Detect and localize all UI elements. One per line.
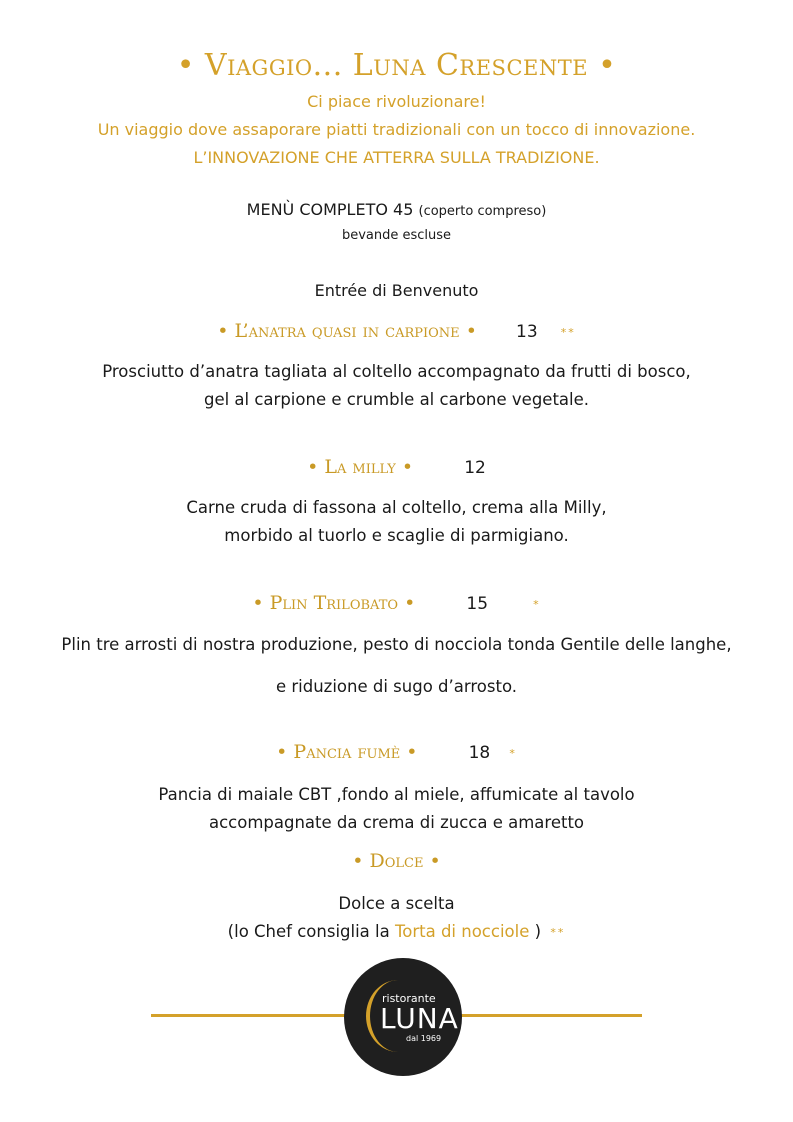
dish-name: • La milly • bbox=[307, 456, 414, 478]
dish-description: accompagnate da crema di zucca e amaretto bbox=[208, 813, 585, 832]
dish-heading bbox=[0, 741, 793, 763]
dish-description: Prosciutto d’anatra tagliata al coltello accompagnato da frutti di bosco, bbox=[102, 362, 691, 381]
welcome-entree: Entrée di Benvenuto bbox=[314, 281, 479, 300]
menu-label: MENÙ COMPLETO bbox=[246, 200, 388, 219]
drinks-note: bevande escluse bbox=[341, 228, 452, 243]
intro-caps-line: L’INNOVAZIONE CHE ATTERRA SULLA TRADIZIONE. bbox=[193, 148, 600, 167]
dish-stars: * bbox=[509, 747, 517, 760]
dish-name: • Pancia fumè • bbox=[276, 741, 418, 763]
dish-heading bbox=[0, 592, 793, 614]
dish-stars: * bbox=[533, 598, 541, 611]
dish-price: 12 bbox=[464, 458, 486, 478]
dessert-recommendation bbox=[0, 918, 793, 947]
logo-name: LUNA bbox=[380, 1002, 459, 1035]
restaurant-logo bbox=[344, 958, 462, 1076]
menu-note: (coperto compreso) bbox=[418, 204, 547, 219]
logo-small-text: ristorante bbox=[382, 992, 436, 1005]
dish-description: Carne cruda di fassona al coltello, crema alla Milly, bbox=[186, 498, 607, 517]
dish-description: e riduzione di sugo d’arrosto. bbox=[275, 677, 517, 696]
dish-name: • L’anatra quasi in carpione • bbox=[217, 320, 477, 342]
dish-description: Plin tre arrosti di nostra produzione, pesto di nocciola tonda Gentile delle langhe, bbox=[61, 635, 732, 654]
recommendation-suffix: ) bbox=[534, 922, 542, 941]
dessert-description: Dolce a scelta bbox=[338, 894, 455, 913]
dish-stars: ** bbox=[560, 326, 576, 339]
dish-price: 13 bbox=[516, 322, 538, 342]
tagline: Ci piace rivoluzionare! bbox=[307, 92, 486, 111]
dish-description: gel al carpione e crumble al carbone vegetale. bbox=[203, 390, 590, 409]
menu-price: 45 bbox=[393, 200, 414, 219]
menu-price-line bbox=[0, 200, 793, 219]
dish-heading bbox=[0, 320, 793, 342]
intro-line: Un viaggio dove assaporare piatti tradizionali con un tocco di innovazione. bbox=[97, 120, 696, 139]
recommendation-prefix: (lo Chef consiglia la bbox=[227, 922, 390, 941]
dessert-stars: ** bbox=[550, 925, 566, 939]
dessert-name: • Dolce • bbox=[352, 850, 441, 872]
logo-year: dal 1969 bbox=[406, 1034, 442, 1043]
dish-name: • Plin Trilobato • bbox=[252, 592, 416, 614]
menu-title: • Viaggio... Luna Crescente • bbox=[176, 48, 617, 83]
dish-price: 15 bbox=[466, 594, 489, 614]
dish-description: Pancia di maiale CBT ,fondo al miele, affumicate al tavolo bbox=[158, 785, 635, 804]
recommended-dessert: Torta di nocciole bbox=[394, 922, 530, 941]
dessert-heading bbox=[0, 850, 793, 872]
dish-price: 18 bbox=[468, 743, 491, 763]
dish-description: morbido al tuorlo e scaglie di parmigiano. bbox=[224, 526, 569, 545]
footer-divider-left bbox=[151, 1014, 351, 1017]
footer-divider-right bbox=[456, 1014, 642, 1017]
dish-heading bbox=[0, 456, 793, 478]
